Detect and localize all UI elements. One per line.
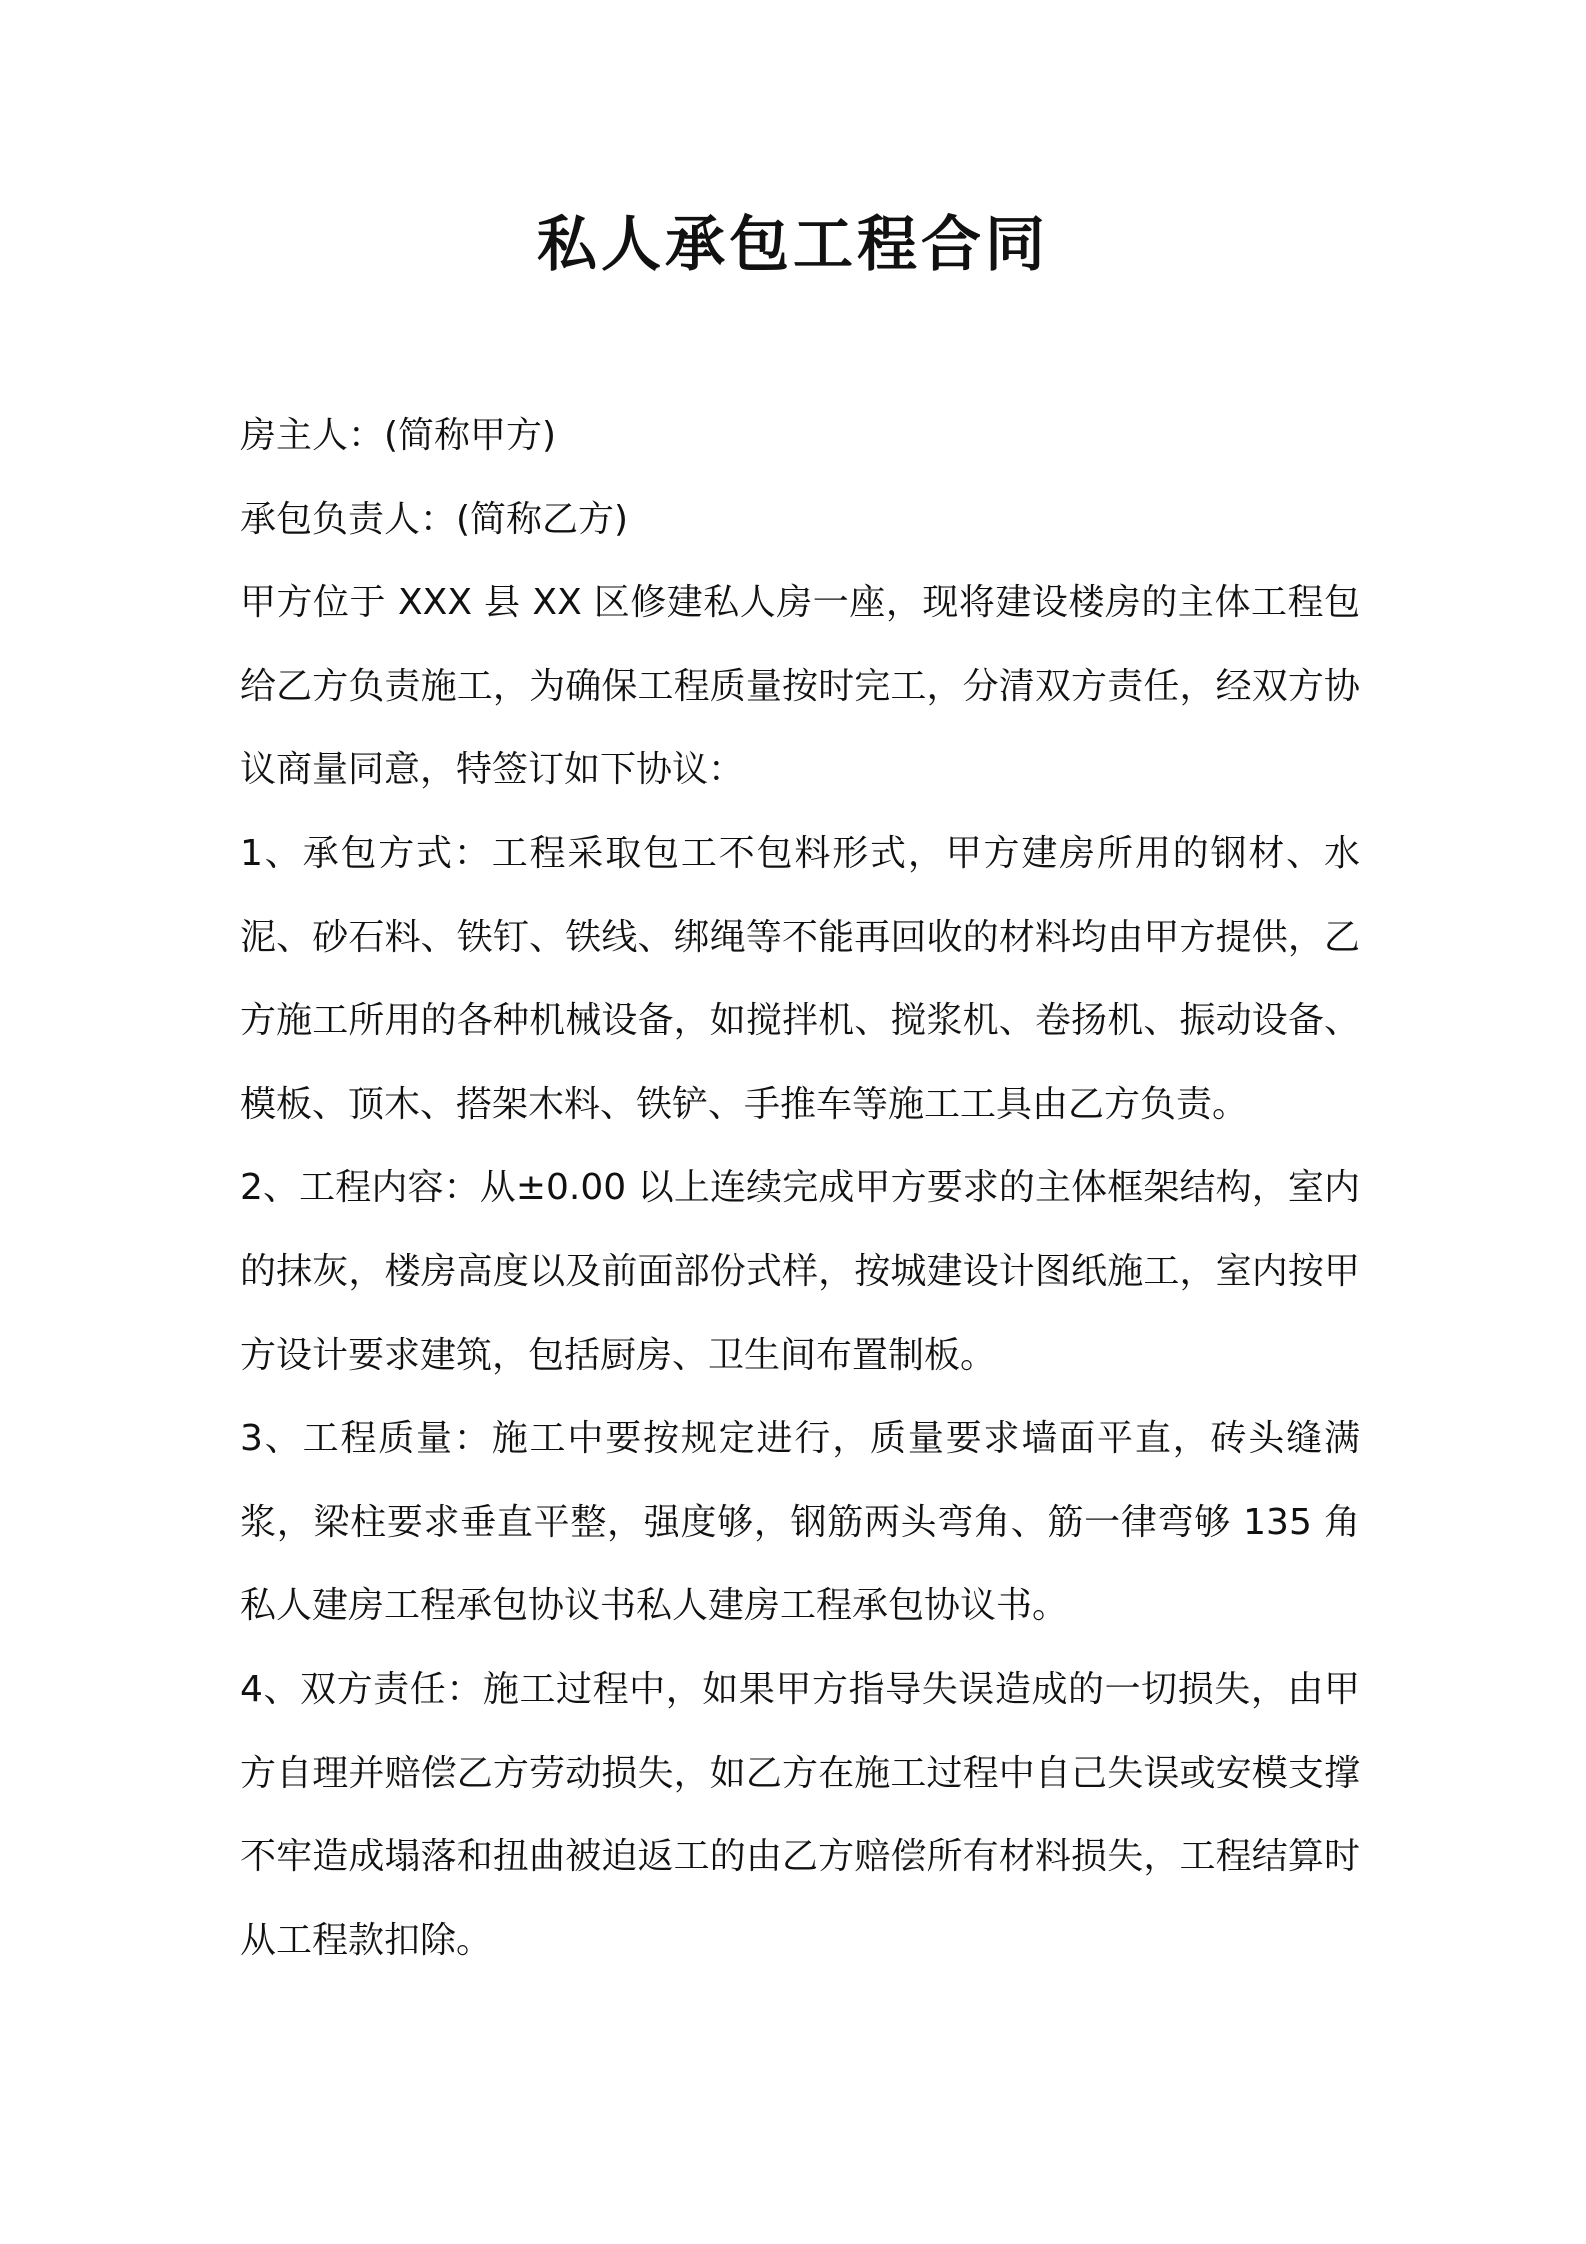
owner-line: 房主人：(简称甲方) bbox=[240, 415, 557, 456]
clause-2: 2、工程内容：从±0.00 以上连续完成甲方要求的主体框架结构，室内的抹灰，楼房高度以及前面部份式样，按城建设计图纸施工，室内按甲方设计要求建筑，包括厨房、卫生间布置制板。 bbox=[240, 1167, 1360, 1376]
intro-paragraph: 甲方位于 XXX 县 XX 区修建私人房一座，现将建设楼房的主体工程包给乙方负责施工，为确保工程质量按时完工，分清双方责任，经双方协议商量同意，特签订如下协议： bbox=[240, 582, 1360, 791]
clause-3: 3、工程质量：施工中要按规定进行，质量要求墙面平直，砖头缝满浆，梁柱要求垂直平整，强度够，钢筋两头弯角、筋一律弯够 135 角私人建房工程承包协议书私人建房工程承包协议书。 bbox=[240, 1418, 1360, 1627]
document-title: 私人承包工程合同 bbox=[537, 210, 1049, 280]
clause-1: 1、承包方式：工程采取包工不包料形式，甲方建房所用的钢材、水泥、砂石料、铁钉、铁线、绑绳等不能再回收的材料均由甲方提供，乙方施工所用的各种机械设备，如搅拌机、搅浆机、卷扬机、振动设备、模板、顶木、搭架木料、铁铲、手推车等施工工具由乙方负责。 bbox=[240, 832, 1360, 1125]
clause-4: 4、双方责任：施工过程中，如果甲方指导失误造成的一切损失，由甲方自理并赔偿乙方劳动损失，如乙方在施工过程中自己失误或安模支撑不牢造成塌落和扭曲被迫返工的由乙方赔偿所有材料损失，工程结算时从工程款扣除。 bbox=[240, 1668, 1360, 1961]
document-body bbox=[240, 394, 1360, 1982]
contractor-line: 承包负责人：(简称乙方) bbox=[240, 498, 629, 540]
